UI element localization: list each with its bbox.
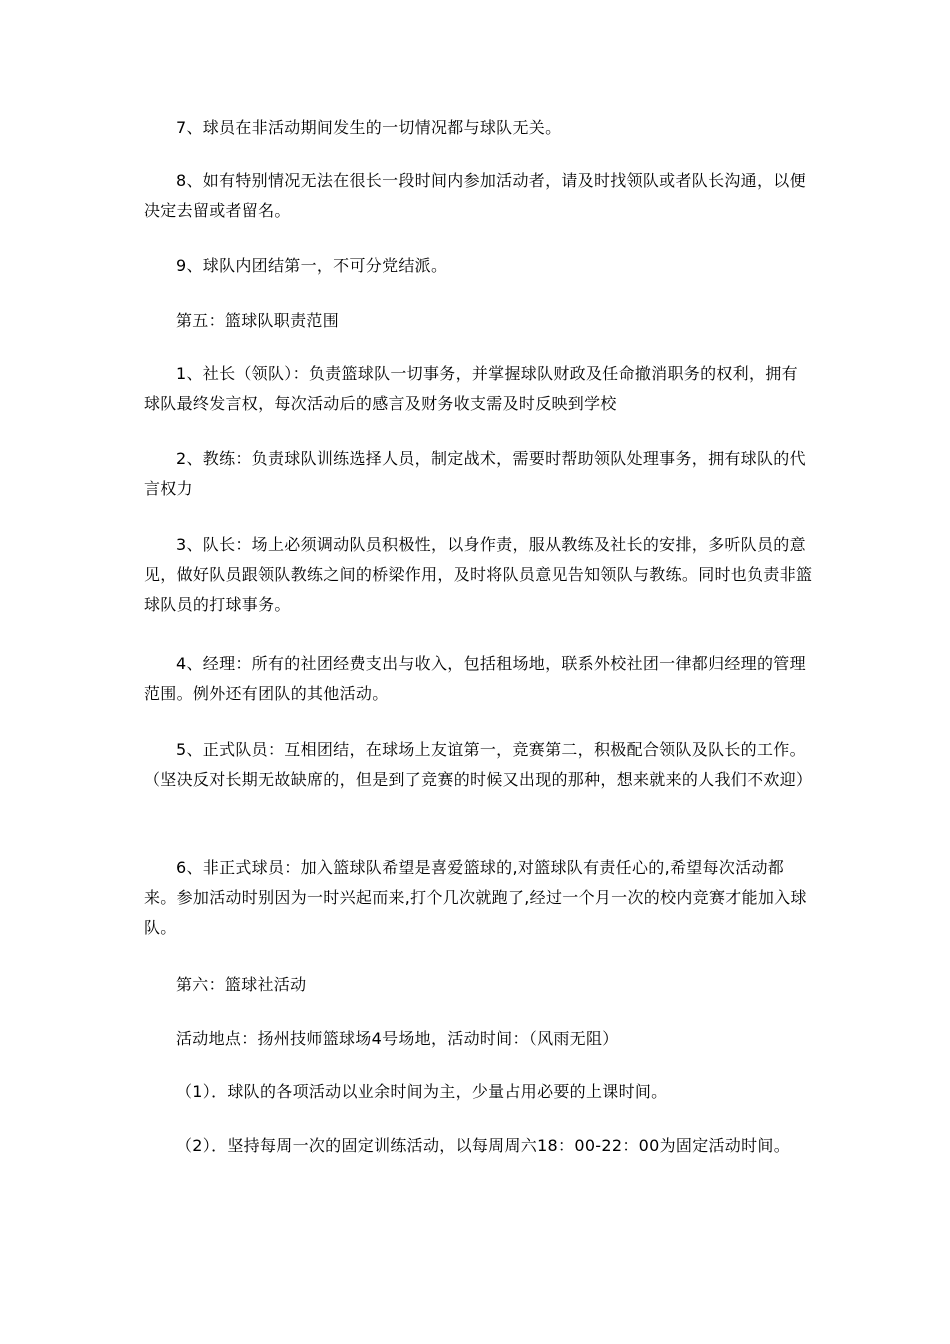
duty-team-captain: 3、队长：场上必须调动队员积极性，以身作责，服从教练及社长的安排，多听队员的意见，做好队员跟领队教练之间的桥梁作用，及时将队员意见告知领队与教练。同时也负责非篮球队员的打球事务。 [144,535,813,614]
activity-item-2: （2）．坚持每周一次的固定训练活动，以每周周六18：00-22：00为固定活动时间。 [176,1136,790,1155]
duty-captain-leader: 1、社长（领队）：负责篮球队一切事务，并掌握球队财政及任命撤消职务的权利，拥有球队最终发言权，每次活动后的感言及财务收支需及时反映到学校 [144,364,798,413]
duty-manager: 4、经理：所有的社团经费支出与收入，包括租场地，联系外校社团一律都归经理的管理范围。例外还有团队的其他活动。 [144,654,806,703]
section-6-heading: 第六：篮球社活动 [176,975,307,994]
activity-item-1: （1）．球队的各项活动以业余时间为主，少量占用必要的上课时间。 [176,1082,668,1101]
rule-8: 8、如有特别情况无法在很长一段时间内参加活动者，请及时找领队或者队长沟通，以便决定去留或者留名。 [144,171,806,220]
section-5-heading: 第五：篮球队职责范围 [176,311,340,330]
duty-official-member: 5、正式队员：互相团结，在球场上友谊第一，竞赛第二，积极配合领队及队长的工作。（坚决反对长期无故缺席的，但是到了竞赛的时候又出现的那种，想来就来的人我们不欢迎） [144,740,813,789]
duty-coach: 2、教练：负责球队训练选择人员，制定战术，需要时帮助领队处理事务，拥有球队的代言权力 [144,449,806,498]
duty-unofficial-member: 6、非正式球员：加入篮球队希望是喜爱篮球的,对篮球队有责任心的,希望每次活动都来。参加活动时别因为一时兴起而来,打个几次就跑了,经过一个月一次的校内竞赛才能加入球队。 [144,858,807,937]
rule-9: 9、球队内团结第一，不可分党结派。 [176,256,448,275]
rule-7: 7、球员在非活动期间发生的一切情况都与球队无关。 [176,118,562,137]
activity-location: 活动地点：扬州技师篮球场4号场地，活动时间：（风雨无阻） [176,1029,619,1048]
